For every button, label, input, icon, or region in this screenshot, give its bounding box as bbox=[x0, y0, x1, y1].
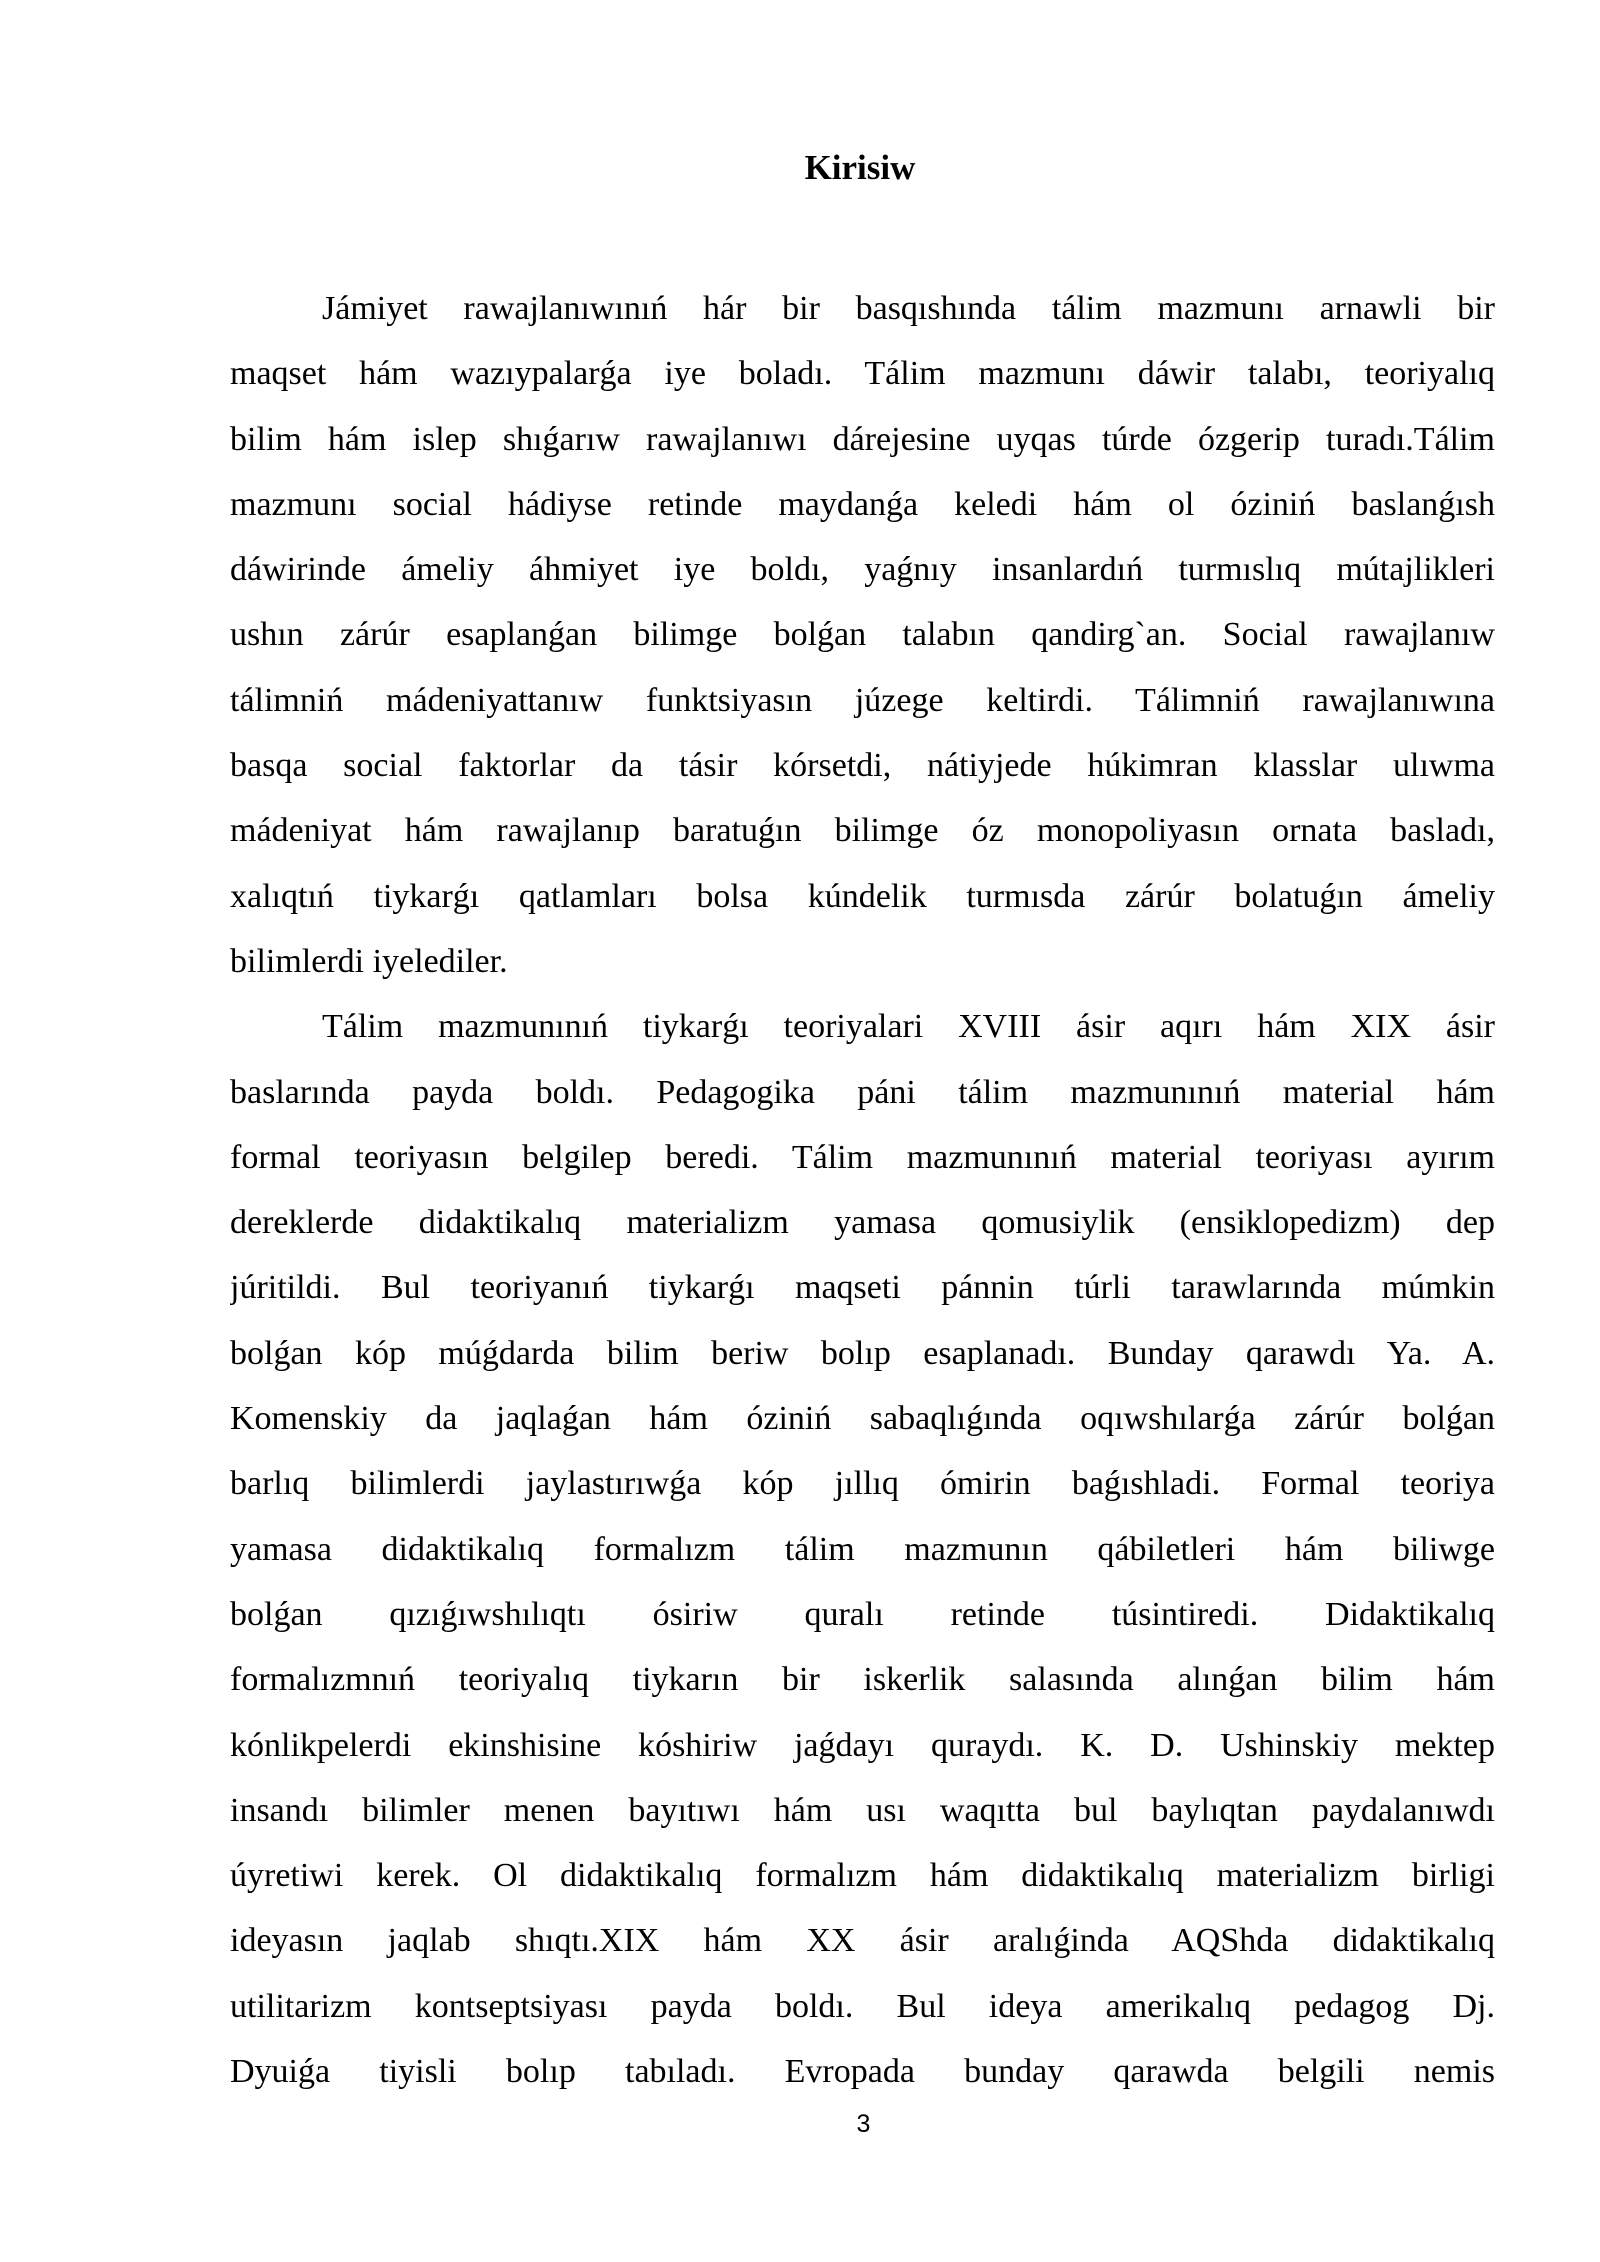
text-line: Tálim mazmunınıń tiykarǵı teoriyalari XVIII ásir aqırı hám XIX ásir bbox=[322, 1008, 1495, 1046]
text-line: Komenskiy da jaqlaǵan hám óziniń sabaqlıǵında oqıwshılarǵa zárúr bolǵan bbox=[230, 1400, 1495, 1438]
text-line: bilim hám islep shıǵarıw rawajlanıwı dárejesine uyqas túrde ózgerip turadı.Tálim bbox=[230, 420, 1495, 458]
text-line: mazmunı social hádiyse retinde maydanǵa keledi hám ol óziniń baslanǵısh bbox=[230, 485, 1495, 523]
text-line: yamasa didaktikalıq formalızm tálim mazmunın qábiletleri hám biliwge bbox=[230, 1530, 1495, 1568]
text-line: dereklerde didaktikalıq materializm yamasa qomusiylik (ensiklopedizm) dep bbox=[230, 1204, 1495, 1242]
text-line: úyretiwi kerek. Ol didaktikalıq formalızm hám didaktikalıq materializm birligi bbox=[230, 1857, 1495, 1895]
text-line: júritildi. Bul teoriyanıń tiykarǵı maqseti pánnin túrli tarawlarında múmkin bbox=[230, 1269, 1495, 1307]
text-line: formal teoriyasın belgilep beredi. Tálim mazmunınıń material teoriyası ayırım bbox=[230, 1138, 1495, 1176]
text-line: baslarında payda boldı. Pedagogika páni tálim mazmunınıń material hám bbox=[230, 1073, 1495, 1111]
page-number: 3 bbox=[856, 2110, 871, 2138]
text-line: bolǵan qızıǵıwshılıqtı ósiriw quralı retinde túsintiredi. Didaktikalıq bbox=[230, 1595, 1495, 1633]
text-line: bolǵan kóp múǵdarda bilim beriw bolıp esaplanadı. Bunday qarawdı Ya. A. bbox=[230, 1334, 1495, 1372]
text-line: Jámiyet rawajlanıwınıń hár bir basqıshında tálim mazmunı arnawli bir bbox=[322, 290, 1495, 327]
text-line: tálimniń mádeniyattanıw funktsiyasın júzege keltirdi. Tálimniń rawajlanıwına bbox=[230, 681, 1495, 719]
text-line: xalıqtıń tiykarǵı qatlamları bolsa kúndelik turmısda zárúr bolatuǵın ámeliy bbox=[230, 877, 1495, 915]
text-line: kónlikpelerdi ekinshisine kóshiriw jaǵdayı quraydı. K. D. Ushinskiy mektep bbox=[230, 1726, 1495, 1764]
page-title: Kirisiw bbox=[804, 148, 916, 187]
text-line: basqa social faktorlar da tásir kórsetdi, nátiyjede húkimran klasslar ulıwma bbox=[230, 747, 1495, 785]
text-line: insandı bilimler menen bayıtıwı hám usı waqıtta bul baylıqtan paydalanıwdı bbox=[230, 1791, 1495, 1829]
text-line: mádeniyat hám rawajlanıp baratuǵın bilimge óz monopoliyasın ornata basladı, bbox=[230, 812, 1495, 850]
text-line: utilitarizm kontseptsiyası payda boldı. Bul ideya amerikalıq pedagog Dj. bbox=[230, 1987, 1495, 2025]
text-line: maqset hám wazıypalarǵa iye boladı. Tálim mazmunı dáwir talabı, teoriyalıq bbox=[230, 355, 1495, 393]
text-line: Dyuiǵa tiyisli bolıp tabıladı. Evropada bunday qarawda belgili nemis bbox=[230, 2053, 1495, 2091]
text-line: dáwirinde ámeliy áhmiyet iye boldı, yaǵnıy insanlardıń turmıslıq mútajlikleri bbox=[230, 551, 1495, 589]
text-line: formalızmnıń teoriyalıq tiykarın bir iskerlik salasında alınǵan bilim hám bbox=[230, 1661, 1495, 1699]
text-line: barlıq bilimlerdi jaylastırıwǵa kóp jıllıq ómirin baǵıshladi. Formal teoriya bbox=[230, 1465, 1495, 1503]
text-line: ushın zárúr esaplanǵan bilimge bolǵan talabın qandirg`an. Social rawajlanıw bbox=[230, 616, 1495, 654]
text-line: ideyasın jaqlab shıqtı.XIX hám XX ásir aralıǵinda AQShda didaktikalıq bbox=[230, 1922, 1495, 1960]
text-line: bilimlerdi iyelediler. bbox=[230, 942, 508, 980]
body-text bbox=[230, 276, 1495, 2104]
